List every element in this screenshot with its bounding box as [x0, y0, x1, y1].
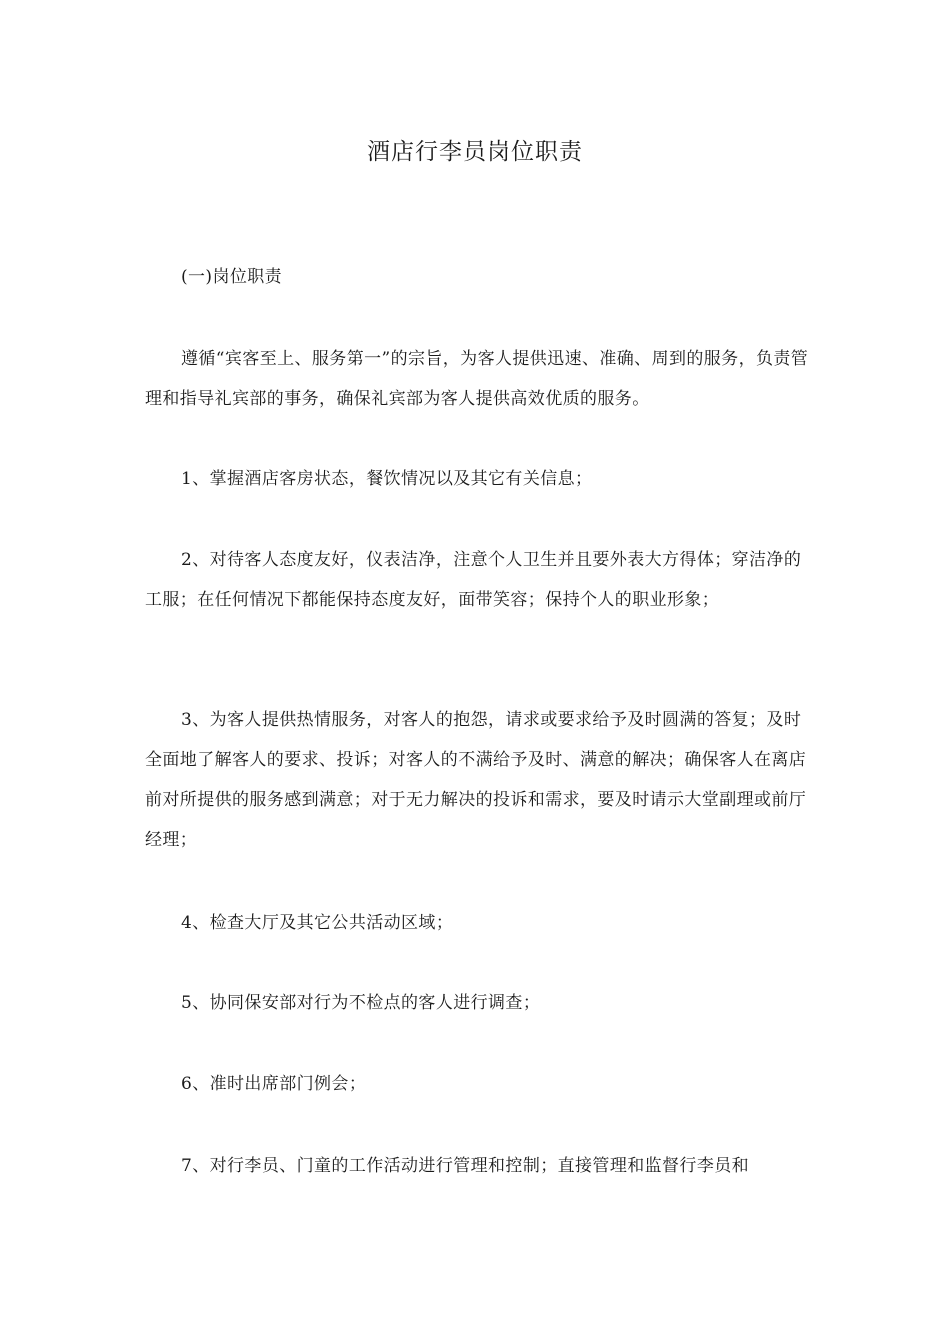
paragraph-intro: 遵循“宾客至上、服务第一”的宗旨，为客人提供迅速、准确、周到的服务，负责管理和指导礼宾部的事务，确保礼宾部为客人提供高效优质的服务。 — [145, 349, 809, 409]
paragraph-item-3: 3、为客人提供热情服务，对客人的抱怨，请求或要求给予及时圆满的答复；及时全面地了解客人的要求、投诉；对客人的不满给予及时、满意的解决；确保客人在离店前对所提供的服务感到满意；对于无力解决的投诉和需求，要及时请示大堂副理或前厅经理； — [145, 710, 807, 850]
paragraph-item-2: 2、对待客人态度友好，仪表洁净，注意个人卫生并且要外表大方得体；穿洁净的工服；在任何情况下都能保持态度友好，面带笑容；保持个人的职业形象； — [145, 550, 802, 610]
paragraph-item-6: 6、准时出席部门例会； — [181, 1074, 367, 1094]
paragraph-item-7: 7、对行李员、门童的工作活动进行管理和控制；直接管理和监督行李员和 — [181, 1156, 750, 1176]
paragraph-item-1: 1、掌握酒店客房状态，餐饮情况以及其它有关信息； — [181, 469, 593, 489]
document-title: 酒店行李员岗位职责 — [367, 139, 583, 165]
section-heading: (一)岗位职责 — [181, 267, 283, 287]
paragraph-item-5: 5、协同保安部对行为不检点的客人进行调查； — [181, 993, 541, 1013]
paragraph-item-4: 4、检查大厅及其它公共活动区域； — [181, 913, 454, 933]
